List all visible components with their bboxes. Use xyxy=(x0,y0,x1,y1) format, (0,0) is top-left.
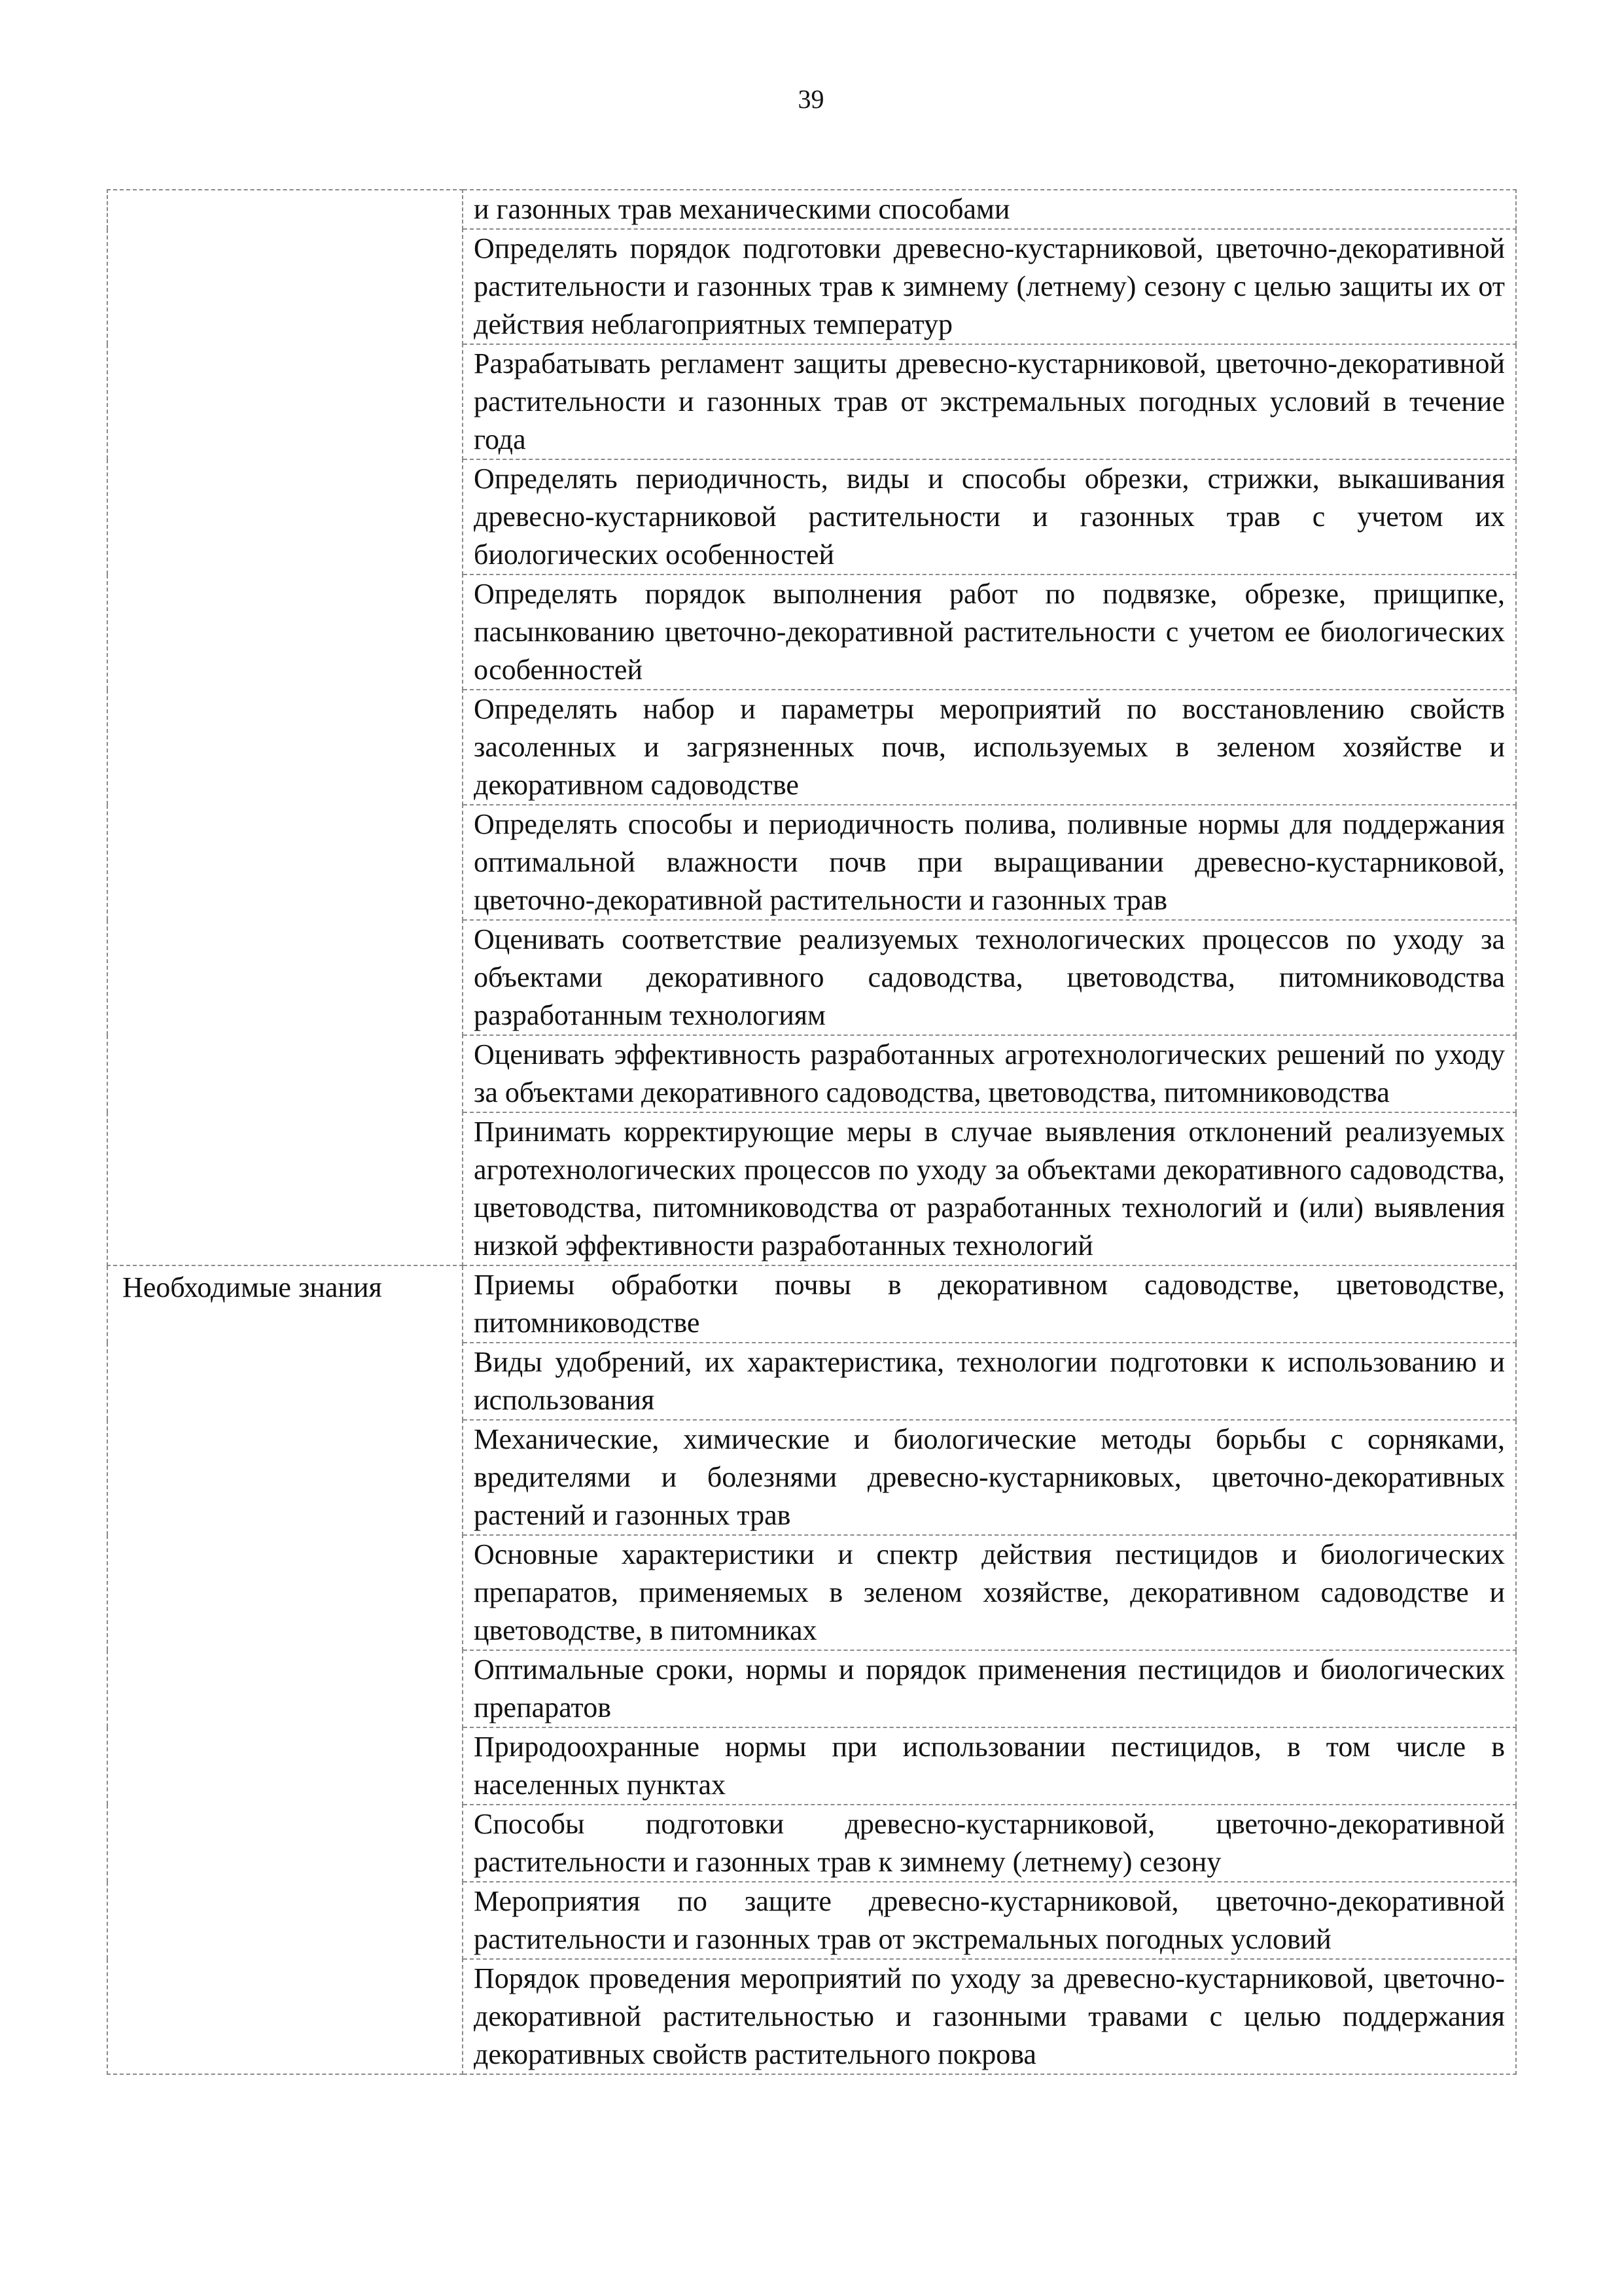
cell-text: Приемы обработки почвы в декоративном садоводстве, цветоводстве, питомниководстве xyxy=(474,1269,1505,1339)
content-cell xyxy=(463,1727,1516,1805)
cell-text: Разрабатывать регламент защиты древесно-кустарниковой, цветочно-декоративной растительности и газонных трав от экстремальных погодных условий в течение года xyxy=(474,347,1505,455)
section-label: Необходимые знания xyxy=(122,1271,382,1303)
content-cell xyxy=(463,1420,1516,1535)
content-cell xyxy=(463,229,1516,344)
cell-text: Определять порядок подготовки древесно-кустарниковой, цветочно-декоративной растительности и газонных трав к зимнему (летнему) сезону с целью защиты их от действия неблагоприятных температур xyxy=(474,232,1505,340)
content-cell xyxy=(463,459,1516,574)
content-cell xyxy=(463,1035,1516,1112)
section-label-cell xyxy=(107,1265,463,2074)
requirements-table xyxy=(107,189,1517,2075)
cell-text: Оптимальные сроки, нормы и порядок применения пестицидов и биологических препаратов xyxy=(474,1653,1505,1723)
content-cell xyxy=(463,1265,1516,1343)
cell-text: Основные характеристики и спектр действия пестицидов и биологических препаратов, применяемых в зеленом хозяйстве, декоративном садоводстве и цветоводстве, в питомниках xyxy=(474,1538,1505,1646)
content-cell xyxy=(463,1882,1516,1959)
cell-text: Способы подготовки древесно-кустарниковой, цветочно-декоративной растительности и газонных трав к зимнему (летнему) сезону xyxy=(474,1808,1505,1878)
page-number: 39 xyxy=(798,84,824,114)
cell-text: Определять порядок выполнения работ по подвязке, обрезке, прищипке, пасынкованию цветочно-декоративной растительности с учетом ее биологических особенностей xyxy=(474,578,1505,686)
cell-text: Определять способы и периодичность полива, поливные нормы для поддержания оптимальной влажности почв при выращивании древесно-кустарниковой, цветочно-декоративной растительности и газонных трав xyxy=(474,808,1505,916)
content-cell xyxy=(463,574,1516,690)
content-cell xyxy=(463,1343,1516,1420)
cell-text: Порядок проведения мероприятий по уходу за древесно-кустарниковой, цветочно-декоративной растительностью и газонными травами с целью поддержания декоративных свойств растительного покрова xyxy=(474,1962,1505,2070)
cell-text: Мероприятия по защите древесно-кустарниковой, цветочно-декоративной растительности и газонных трав от экстремальных погодных условий xyxy=(474,1885,1505,1955)
cell-text: Принимать корректирующие меры в случае выявления отклонений реализуемых агротехнологических процессов по уходу за объектами декоративного садоводства, цветоводства, питомниководства от разработанных технологий и (или) выявления низкой эффективности разработанных технологий xyxy=(474,1116,1505,1262)
table-row xyxy=(107,1265,1516,1343)
content-cell xyxy=(463,1112,1516,1265)
content-cell xyxy=(463,805,1516,920)
content-cell xyxy=(463,1805,1516,1882)
content-cell xyxy=(463,1650,1516,1727)
section-label-cell xyxy=(107,190,463,1265)
cell-text: Определять периодичность, виды и способы обрезки, стрижки, выкашивания древесно-кустарниковой растительности и газонных трав с учетом их биологических особенностей xyxy=(474,463,1505,571)
content-cell xyxy=(463,344,1516,459)
cell-text: Природоохранные нормы при использовании пестицидов, в том числе в населенных пунктах xyxy=(474,1731,1505,1801)
table-row xyxy=(107,190,1516,229)
content-cell xyxy=(463,690,1516,805)
cell-text: Оценивать соответствие реализуемых технологических процессов по уходу за объектами декоративного садоводства, цветоводства, питомниководства разработанным технологиям xyxy=(474,923,1505,1031)
cell-text: Определять набор и параметры мероприятий по восстановлению свойств засоленных и загрязненных почв, используемых в зеленом хозяйстве и декоративном садоводстве xyxy=(474,693,1505,801)
content-cell xyxy=(463,1535,1516,1650)
content-cell xyxy=(463,920,1516,1035)
cell-text: и газонных трав механическими способами xyxy=(474,193,1010,225)
cell-text: Оценивать эффективность разработанных агротехнологических решений по уходу за объектами декоративного садоводства, цветоводства, питомниководства xyxy=(474,1038,1505,1108)
cell-text: Механические, химические и биологические методы борьбы с сорняками, вредителями и болезнями древесно-кустарниковых, цветочно-декоративных растений и газонных трав xyxy=(474,1423,1505,1531)
cell-text: Виды удобрений, их характеристика, технологии подготовки к использованию и использования xyxy=(474,1346,1505,1416)
content-cell xyxy=(463,190,1516,229)
content-cell xyxy=(463,1959,1516,2074)
